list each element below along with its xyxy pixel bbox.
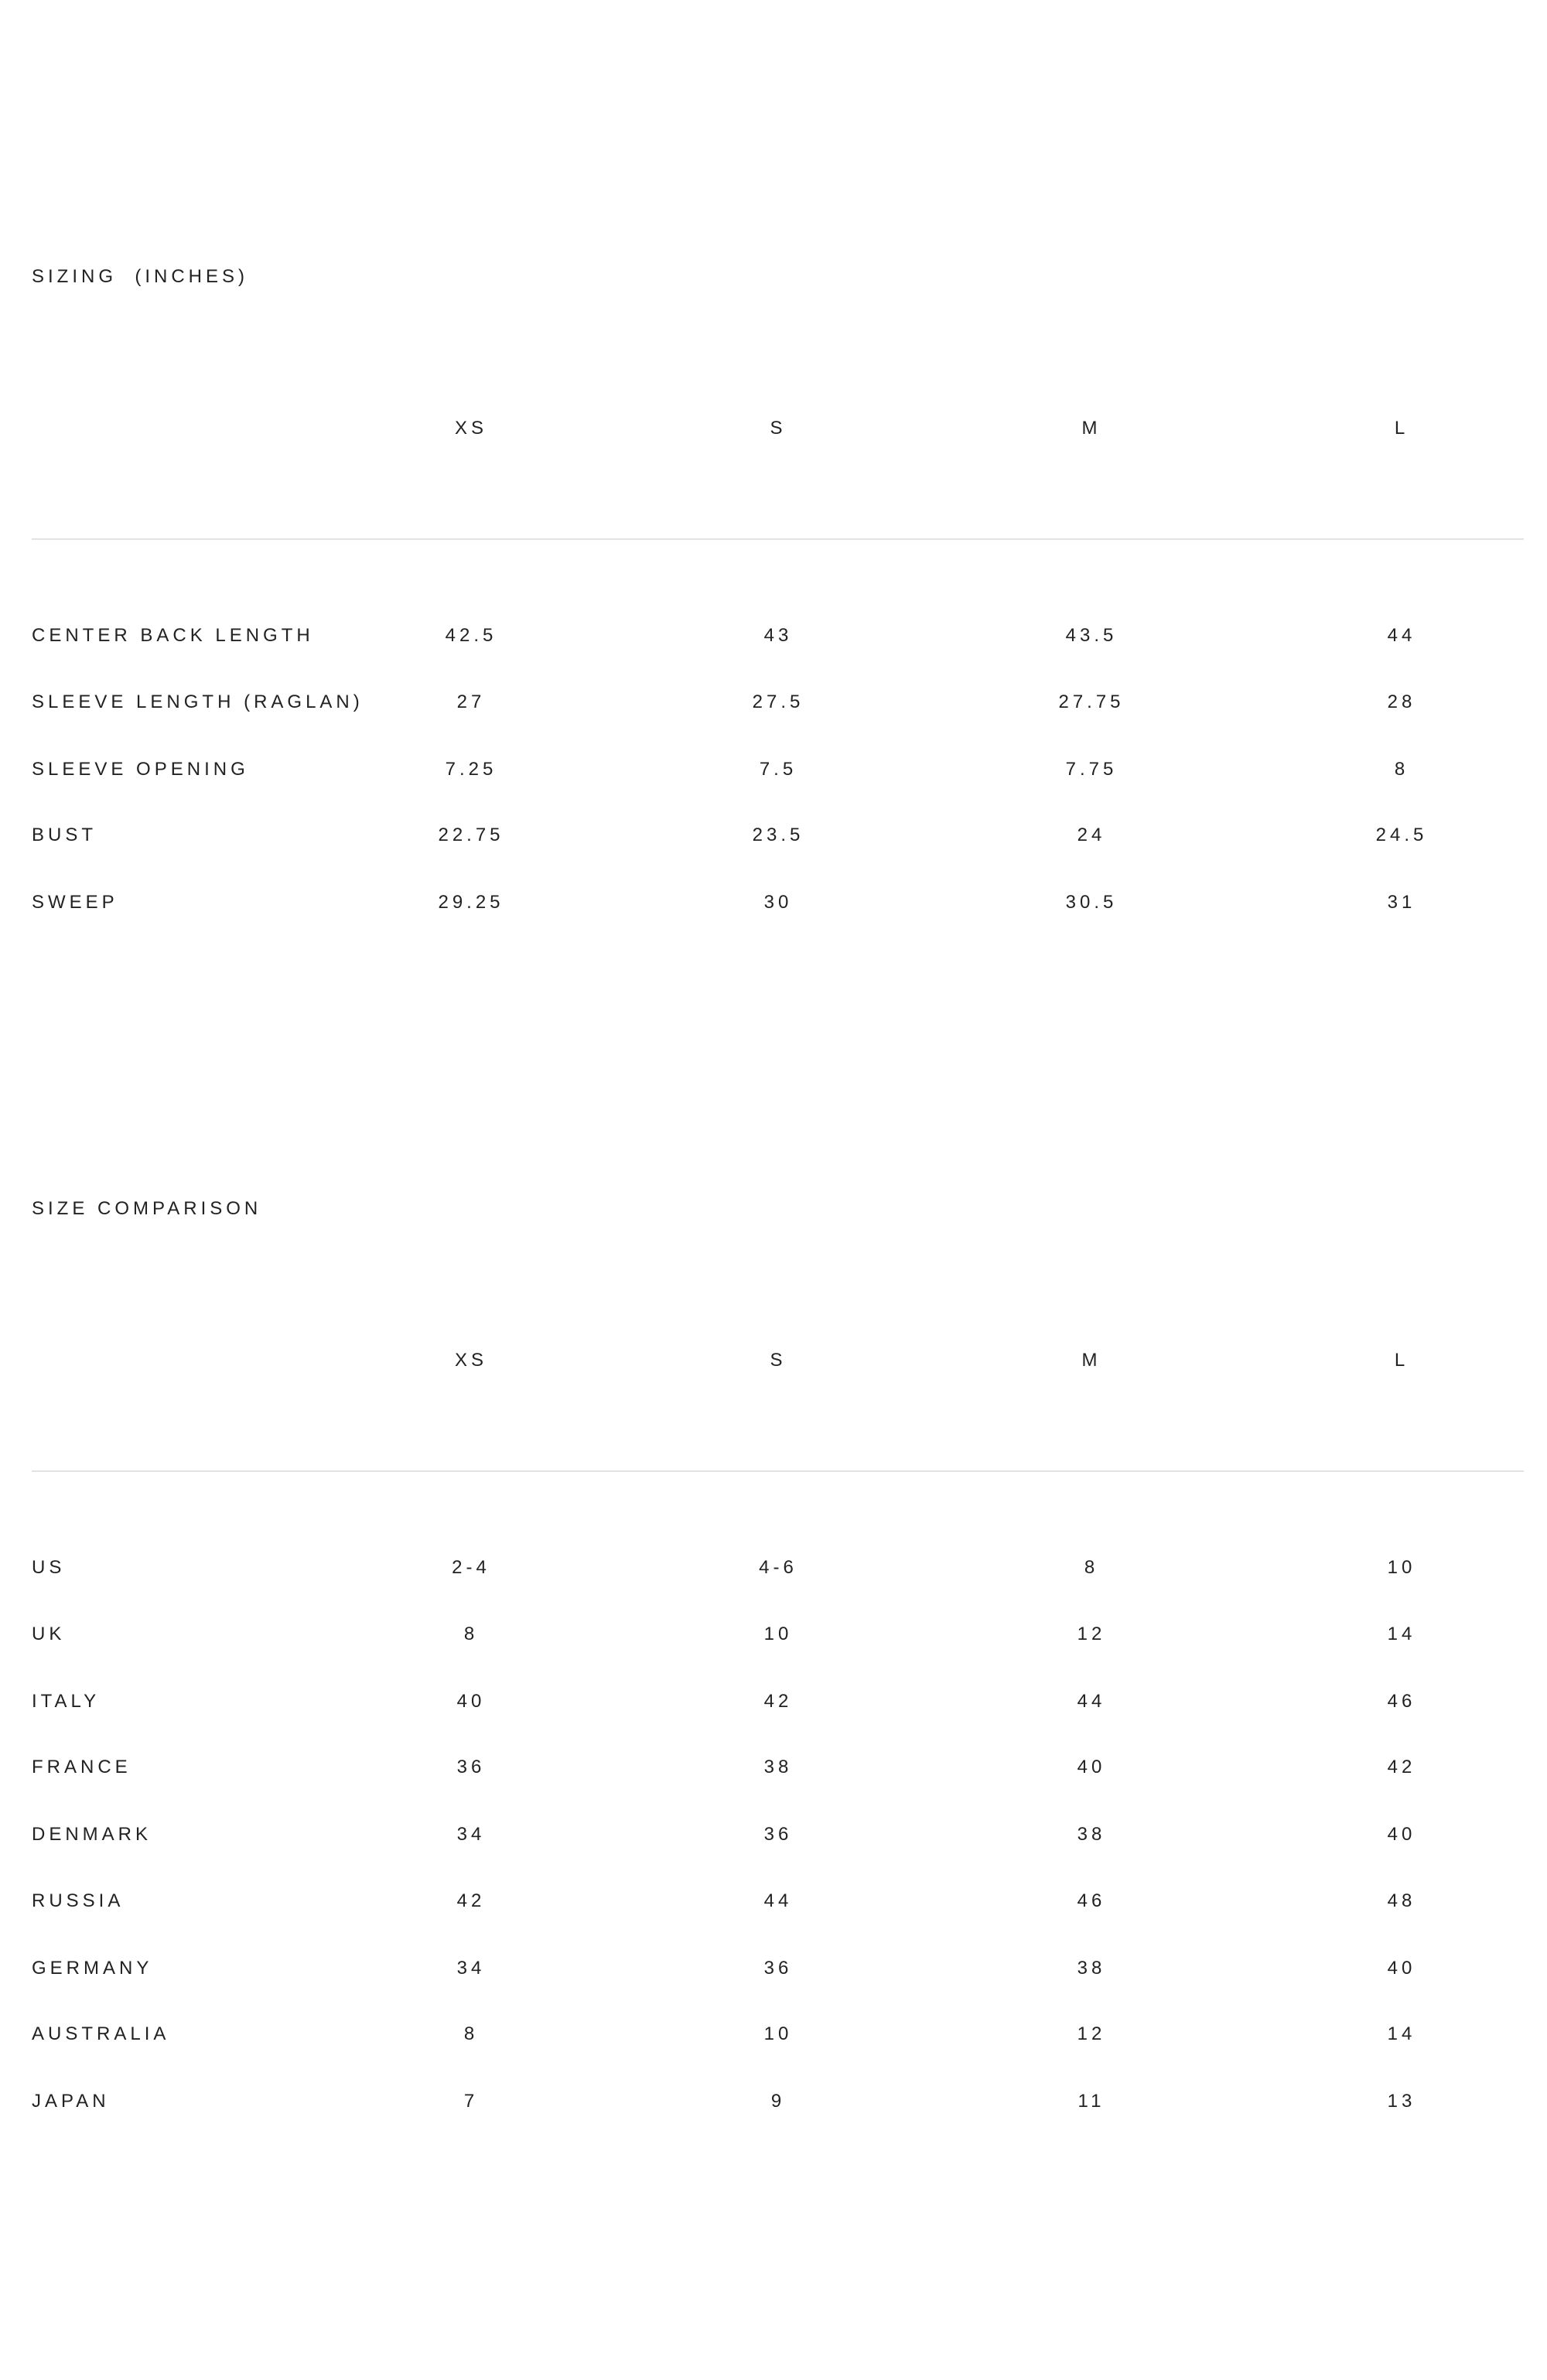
row-value-l: 14 (1387, 2023, 1416, 2044)
row-value-xs: 29.25 (438, 892, 504, 913)
row-label: GERMANY (32, 1958, 153, 1979)
row-value-s: 9 (770, 2091, 786, 2112)
table-row (32, 1959, 1524, 1982)
comparison-header-s: S (770, 1350, 787, 1371)
row-value-xs: 7.25 (445, 759, 497, 780)
row-label: ITALY (32, 1691, 101, 1712)
row-value-s: 44 (763, 1890, 793, 1911)
sizing-header-l: L (1394, 418, 1409, 439)
sizing-header-m: M (1081, 418, 1101, 439)
row-value-m: 43.5 (1065, 625, 1118, 646)
row-label: JAPAN (32, 2091, 110, 2112)
sizing-header-s: S (770, 418, 787, 439)
comparison-header-xs: XS (454, 1350, 488, 1371)
table-row (32, 1559, 1524, 1582)
row-value-s: 42 (763, 1691, 793, 1712)
row-label: RUSSIA (32, 1890, 125, 1911)
table-row (32, 2025, 1524, 2048)
comparison-header-row (32, 1351, 1524, 1374)
row-value-l: 28 (1387, 691, 1416, 712)
sizing-header-row (32, 419, 1524, 442)
row-value-m: 27.75 (1058, 691, 1125, 712)
table-row (32, 760, 1524, 784)
row-value-m: 30.5 (1065, 892, 1118, 913)
row-value-s: 10 (763, 2023, 793, 2044)
row-value-l: 46 (1387, 1691, 1416, 1712)
row-value-l: 44 (1387, 625, 1416, 646)
row-value-l: 13 (1387, 2091, 1416, 2112)
row-value-s: 30 (763, 892, 793, 913)
row-value-s: 4-6 (759, 1557, 797, 1578)
table-row (32, 627, 1524, 650)
row-value-l: 40 (1387, 1824, 1416, 1845)
row-label: US (32, 1557, 66, 1578)
comparison-header-l: L (1394, 1350, 1409, 1371)
row-value-xs: 40 (456, 1691, 486, 1712)
row-value-s: 7.5 (759, 759, 797, 780)
row-value-m: 46 (1077, 1890, 1106, 1911)
row-value-xs: 34 (456, 1958, 486, 1979)
row-value-m: 12 (1077, 1624, 1106, 1644)
row-label: AUSTRALIA (32, 2023, 170, 2044)
row-value-s: 43 (763, 625, 793, 646)
table-row (32, 1825, 1524, 1849)
row-value-l: 10 (1387, 1557, 1416, 1578)
row-value-xs: 42 (456, 1890, 486, 1911)
row-value-xs: 42.5 (445, 625, 497, 646)
row-value-s: 36 (763, 1958, 793, 1979)
row-label: DENMARK (32, 1824, 152, 1845)
comparison-title: SIZE COMPARISON (32, 1198, 262, 1219)
sizing-header-xs: XS (454, 418, 488, 439)
row-value-m: 8 (1084, 1557, 1099, 1578)
row-value-l: 48 (1387, 1890, 1416, 1911)
row-value-xs: 8 (463, 2023, 479, 2044)
row-value-m: 44 (1077, 1691, 1106, 1712)
row-value-m: 38 (1077, 1824, 1106, 1845)
row-value-l: 8 (1394, 759, 1409, 780)
row-label: UK (32, 1624, 66, 1644)
table-row (32, 693, 1524, 716)
row-value-xs: 36 (456, 1757, 486, 1777)
table-row (32, 893, 1524, 917)
row-label: SLEEVE LENGTH (RAGLAN) (32, 691, 364, 712)
row-value-xs: 8 (463, 1624, 479, 1644)
row-value-l: 40 (1387, 1958, 1416, 1979)
row-label: BUST (32, 825, 97, 845)
comparison-header-m: M (1081, 1350, 1101, 1371)
row-value-m: 11 (1077, 2091, 1105, 2112)
comparison-divider (32, 1470, 1524, 1472)
table-row (32, 2092, 1524, 2115)
row-value-m: 7.75 (1065, 759, 1118, 780)
row-value-xs: 27 (456, 691, 486, 712)
row-value-xs: 22.75 (438, 825, 504, 845)
sizing-divider (32, 538, 1524, 540)
table-row (32, 1758, 1524, 1781)
row-value-m: 38 (1077, 1958, 1106, 1979)
row-label: SWEEP (32, 892, 118, 913)
table-row (32, 1692, 1524, 1716)
row-label: SLEEVE OPENING (32, 759, 249, 780)
row-value-l: 14 (1387, 1624, 1416, 1644)
sizing-title: SIZING (INCHES) (32, 266, 249, 287)
row-value-s: 27.5 (752, 691, 804, 712)
row-value-xs: 2-4 (452, 1557, 490, 1578)
row-value-l: 24.5 (1375, 825, 1428, 845)
row-value-xs: 34 (456, 1824, 486, 1845)
row-value-s: 38 (763, 1757, 793, 1777)
row-value-l: 42 (1387, 1757, 1416, 1777)
row-value-m: 12 (1077, 2023, 1106, 2044)
row-value-s: 10 (763, 1624, 793, 1644)
row-value-s: 23.5 (752, 825, 804, 845)
row-label: CENTER BACK LENGTH (32, 625, 314, 646)
row-value-s: 36 (763, 1824, 793, 1845)
row-value-xs: 7 (463, 2091, 479, 2112)
row-value-m: 24 (1077, 825, 1106, 845)
row-value-l: 31 (1387, 892, 1416, 913)
table-row (32, 826, 1524, 849)
row-label: FRANCE (32, 1757, 131, 1777)
table-row (32, 1892, 1524, 1915)
row-value-m: 40 (1077, 1757, 1106, 1777)
table-row (32, 1625, 1524, 1648)
